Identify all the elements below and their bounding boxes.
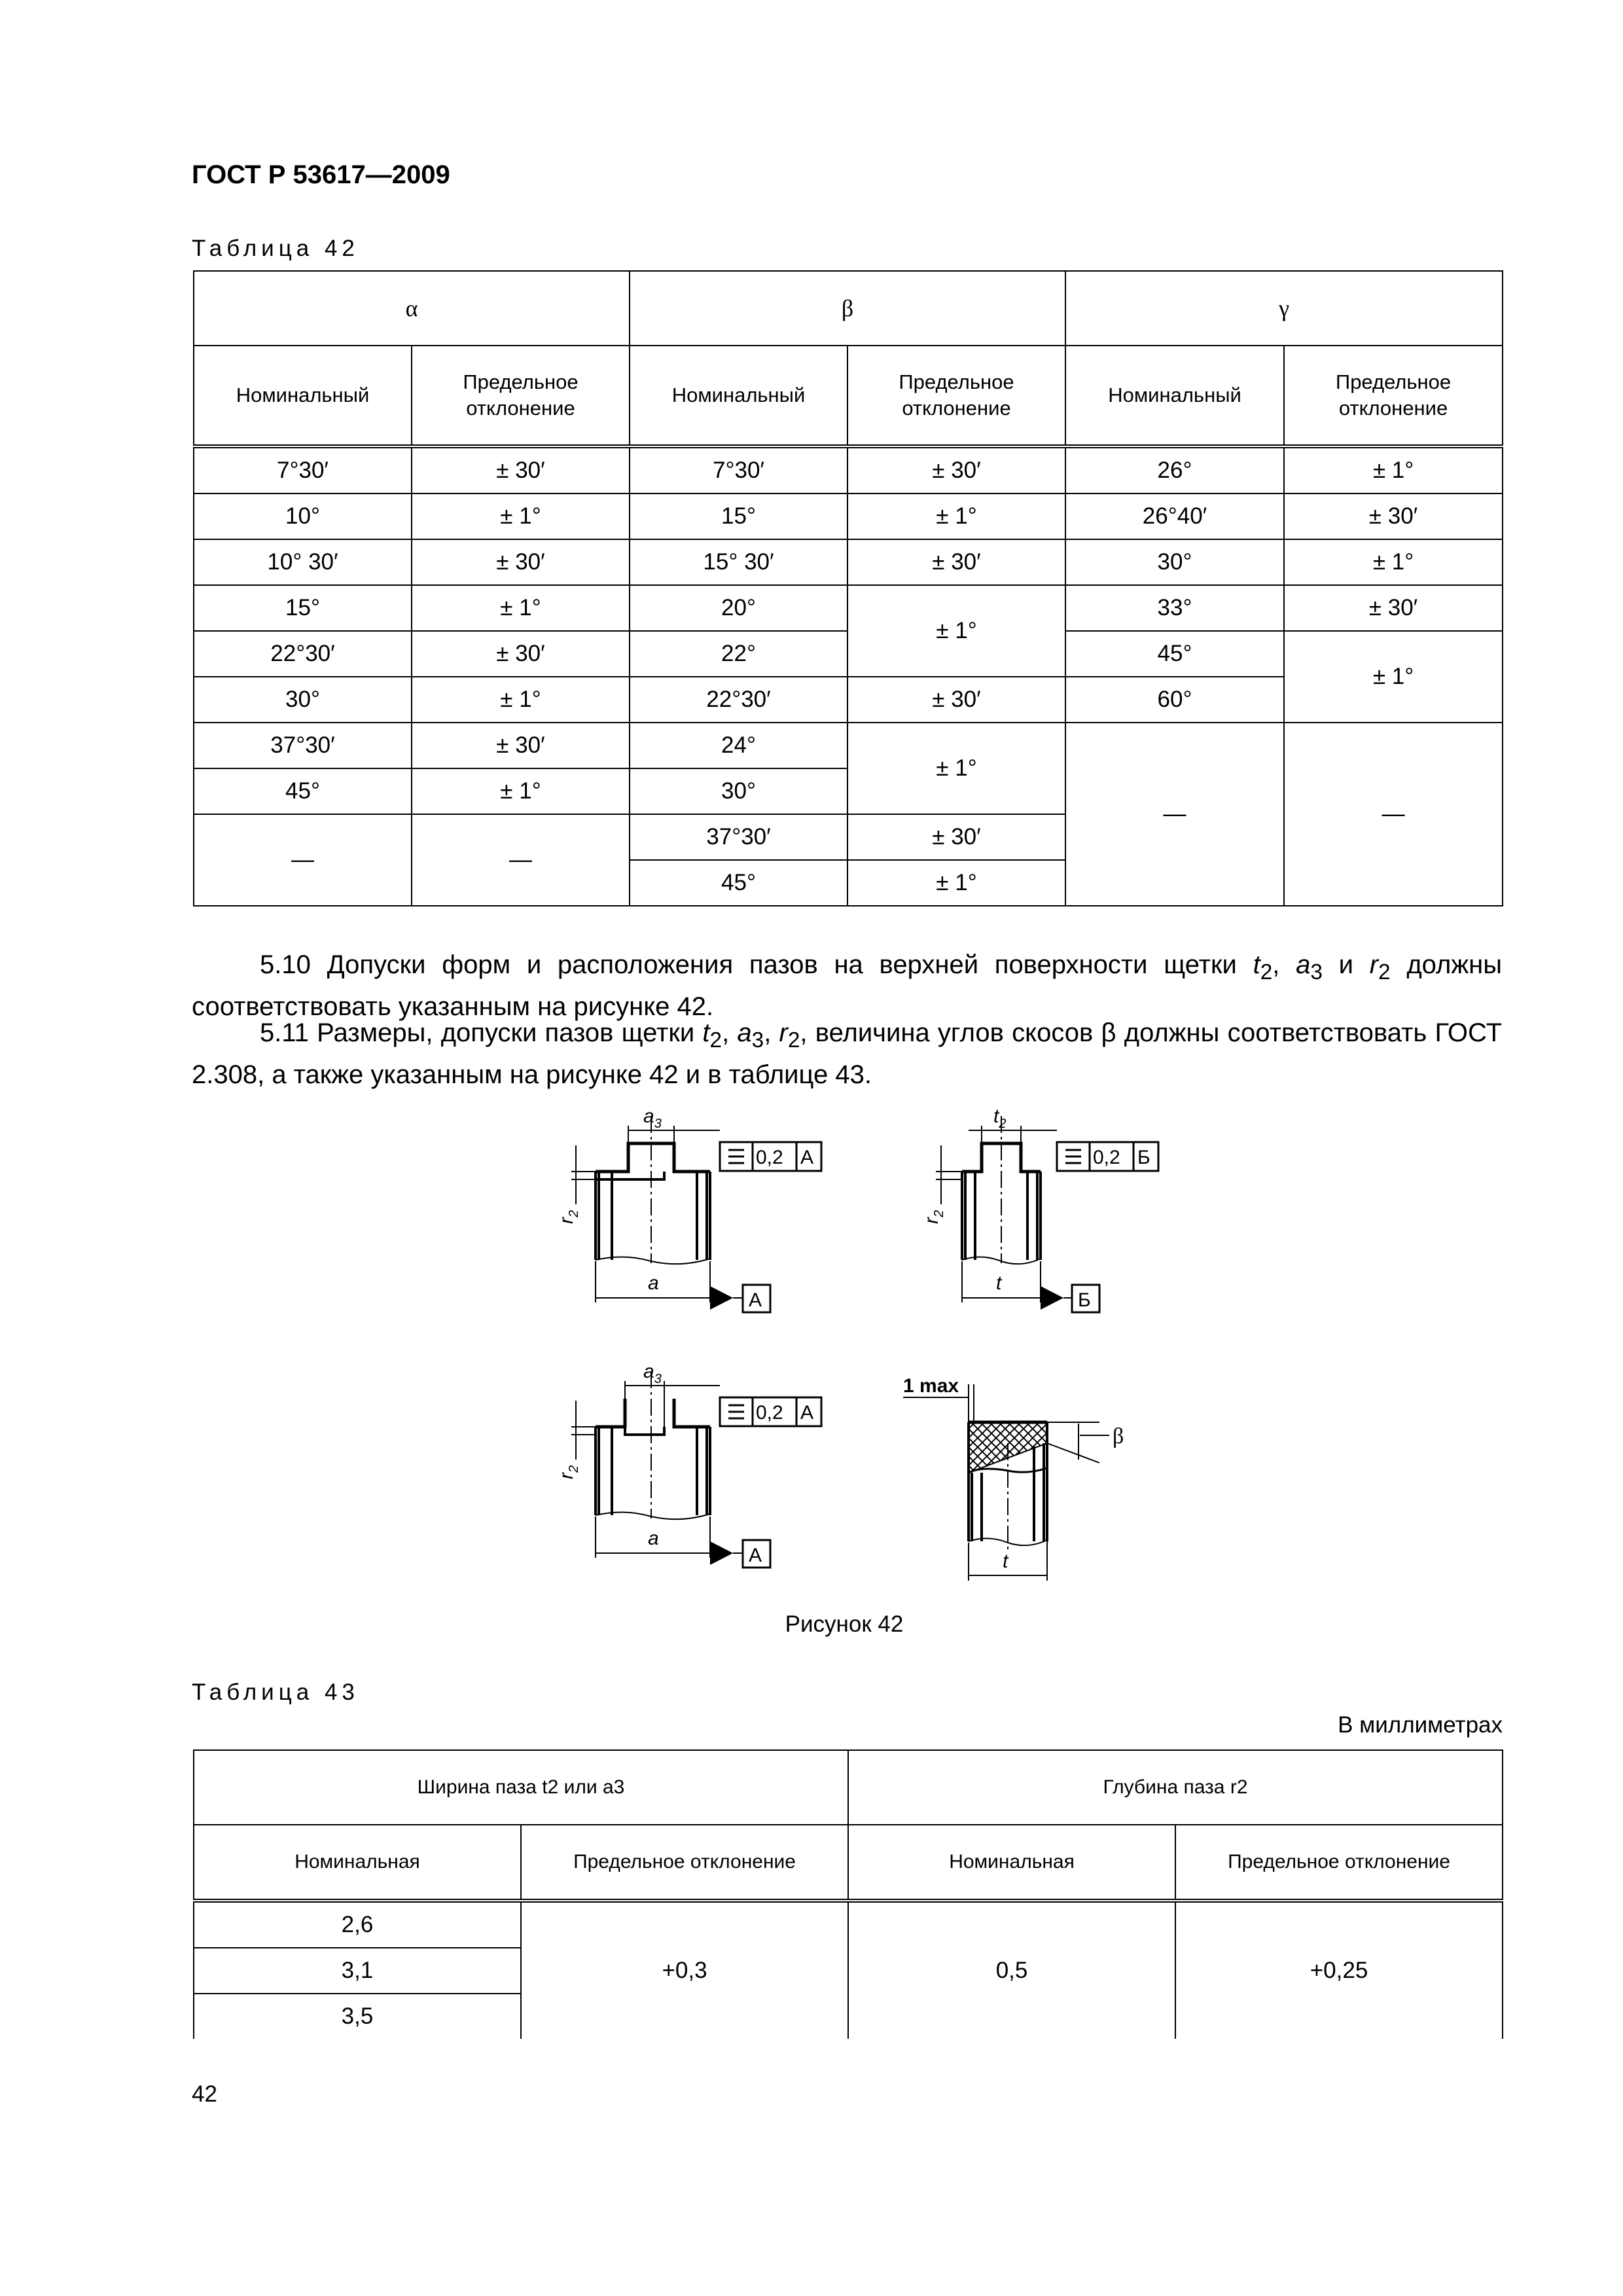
subheader-tolerance: Предельное отклонение — [412, 346, 630, 446]
table-43-caption: Таблица 43 — [192, 1679, 359, 1705]
table-cell: — — [194, 814, 412, 906]
table-42 — [193, 270, 1503, 906]
header-beta: β — [630, 271, 1065, 346]
table-43 — [193, 1749, 1503, 2039]
document-header: ГОСТ Р 53617—2009 — [192, 160, 450, 189]
table-cell: ± 1° — [412, 768, 630, 814]
subheader-tolerance: Предельное отклонение — [1284, 346, 1503, 446]
table-cell: ± 1° — [1284, 631, 1503, 723]
table-row — [194, 1901, 1503, 1948]
table-cell: 22° — [630, 631, 847, 677]
subheader-tolerance: Предельное отклонение — [847, 346, 1065, 446]
subheader-nominal: Номинальная — [194, 1825, 521, 1901]
table-cell: +0,25 — [1175, 1901, 1503, 2039]
drawing-slot-a3-shallow — [556, 1361, 821, 1568]
table-cell: 60° — [1065, 677, 1284, 723]
page-number: 42 — [192, 2081, 217, 2107]
table-cell: ± 1° — [1284, 539, 1503, 585]
dim-t2-label: $t_2$ — [993, 1105, 1007, 1131]
clause-number: 5.10 — [260, 950, 311, 979]
table-cell: 37°30′ — [630, 814, 847, 860]
table-cell: ± 30′ — [847, 446, 1065, 493]
table-cell: 20° — [630, 585, 847, 631]
table-cell: 15° — [630, 493, 847, 539]
table-cell: ± 30′ — [847, 814, 1065, 860]
paragraph-5-10: 5.10 Допуски форм и расположения пазов на верхней поверхности щетки $t_2$, $a_3$ и $r_2$ должны соответствовать указанным на рисунке 42. — [192, 950, 1502, 1021]
table-cell: 7°30′ — [630, 446, 847, 493]
table-cell: ± 1° — [847, 723, 1065, 814]
table-cell: — — [1065, 723, 1284, 906]
table-cell: ± 30′ — [847, 677, 1065, 723]
table-cell: 45° — [1065, 631, 1284, 677]
table-cell: 33° — [1065, 585, 1284, 631]
table-cell: ± 1° — [1284, 446, 1503, 493]
dim-t-label: t — [1003, 1551, 1008, 1572]
table-cell: 30° — [630, 768, 847, 814]
table-cell: 0,5 — [848, 1901, 1175, 2039]
table-row — [194, 493, 1503, 539]
figure-42-drawing — [510, 1090, 1178, 1600]
header-slot-depth: Глубина паза r2 — [848, 1750, 1503, 1825]
table-cell: ± 30′ — [412, 631, 630, 677]
paragraph-text: должны соответствовать указанным на рисунке 42. — [192, 950, 1502, 1021]
datum-label: Б — [1137, 1147, 1150, 1168]
table-row — [194, 446, 1503, 493]
figure-caption: Рисунок 42 — [785, 1611, 904, 1637]
table-cell: ± 30′ — [412, 446, 630, 493]
header-gamma: γ — [1065, 271, 1503, 346]
table-cell: ± 30′ — [847, 539, 1065, 585]
table-cell: ± 1° — [412, 585, 630, 631]
table-cell: ± 30′ — [412, 723, 630, 768]
datum-label: А — [800, 1402, 814, 1424]
drawing-slot-t2 — [921, 1105, 1158, 1312]
table-cell: 30° — [194, 677, 412, 723]
table-cell: 26°40′ — [1065, 493, 1284, 539]
datum-label: А — [749, 1545, 762, 1566]
dim-r2-label: $r_2$ — [556, 1210, 581, 1224]
table-row — [194, 539, 1503, 585]
header-slot-width: Ширина паза t2 или a3 — [194, 1750, 848, 1825]
table-cell: 15° — [194, 585, 412, 631]
dim-a3-label: $a_3$ — [643, 1361, 662, 1386]
table-42-caption: Таблица 42 — [192, 236, 359, 261]
table-row — [194, 723, 1503, 768]
table-row — [194, 585, 1503, 631]
tolerance-value: 0,2 — [1093, 1147, 1120, 1168]
table-cell: ± 1° — [847, 860, 1065, 906]
datum-label: Б — [1078, 1289, 1091, 1311]
table-cell: 10° 30′ — [194, 539, 412, 585]
paragraph-text: Допуски форм и расположения пазов на верхней поверхности щетки — [327, 950, 1253, 979]
dim-r2-label: $r_2$ — [556, 1465, 581, 1479]
paragraph-text: величина углов скосов β должны соответствовать ГОСТ 2.308, а также указанным на рисунке 42 и в таблице 43. — [192, 1018, 1502, 1089]
table-cell: 24° — [630, 723, 847, 768]
subheader-nominal: Номинальный — [1065, 346, 1284, 446]
header-alpha: α — [194, 271, 630, 346]
table-cell: ± 30′ — [412, 539, 630, 585]
table-cell: ± 1° — [412, 493, 630, 539]
clause-number: 5.11 — [260, 1018, 309, 1047]
dim-t-label: t — [996, 1272, 1002, 1294]
tolerance-value: 0,2 — [756, 1402, 783, 1424]
subheader-nominal: Номинальная — [848, 1825, 1175, 1901]
table-cell: 15° 30′ — [630, 539, 847, 585]
subheader-tolerance: Предельное отклонение — [521, 1825, 848, 1901]
table-cell: 3,5 — [194, 1994, 521, 2039]
subheader-tolerance: Предельное отклонение — [1175, 1825, 1503, 1901]
table-cell: ± 30′ — [1284, 585, 1503, 631]
table-cell: 3,1 — [194, 1948, 521, 1994]
table-cell: ± 1° — [847, 585, 1065, 677]
beta-label: β — [1113, 1424, 1124, 1448]
dim-a-label: a — [648, 1528, 659, 1549]
paragraph-text: Размеры, допуски пазов щетки — [317, 1018, 703, 1047]
table-cell: 45° — [630, 860, 847, 906]
table-cell: 30° — [1065, 539, 1284, 585]
table-cell: ± 1° — [847, 493, 1065, 539]
drawing-slot-a3 — [556, 1105, 821, 1312]
table-cell: 22°30′ — [194, 631, 412, 677]
table-cell: 22°30′ — [630, 677, 847, 723]
table-cell: 7°30′ — [194, 446, 412, 493]
subheader-nominal: Номинальный — [630, 346, 847, 446]
datum-label: А — [800, 1147, 814, 1168]
subheader-nominal: Номинальный — [194, 346, 412, 446]
dim-r2-label: $r_2$ — [921, 1210, 946, 1224]
paragraph-5-11: 5.11 Размеры, допуски пазов щетки $t_2$, $a_3$, $r_2$, величина углов скосов β должны соответствовать ГОСТ 2.308, а также указанным на рисунке 42 и в таблице 43. — [192, 1018, 1502, 1089]
table-cell: ± 1° — [412, 677, 630, 723]
table-cell: — — [412, 814, 630, 906]
units-note: В миллиметрах — [1338, 1712, 1503, 1738]
max-label: 1 max — [903, 1375, 959, 1397]
table-cell: 37°30′ — [194, 723, 412, 768]
table-cell: 45° — [194, 768, 412, 814]
table-cell: 2,6 — [194, 1901, 521, 1948]
tolerance-value: 0,2 — [756, 1147, 783, 1168]
datum-label: А — [749, 1289, 762, 1311]
table-cell: 10° — [194, 493, 412, 539]
table-cell: ± 30′ — [1284, 493, 1503, 539]
dim-a3-label: $a_3$ — [643, 1105, 662, 1131]
table-cell: 26° — [1065, 446, 1284, 493]
table-cell: — — [1284, 723, 1503, 906]
table-cell: +0,3 — [521, 1901, 848, 2039]
dim-a-label: a — [648, 1272, 659, 1294]
drawing-chamfer-beta — [903, 1375, 1124, 1581]
